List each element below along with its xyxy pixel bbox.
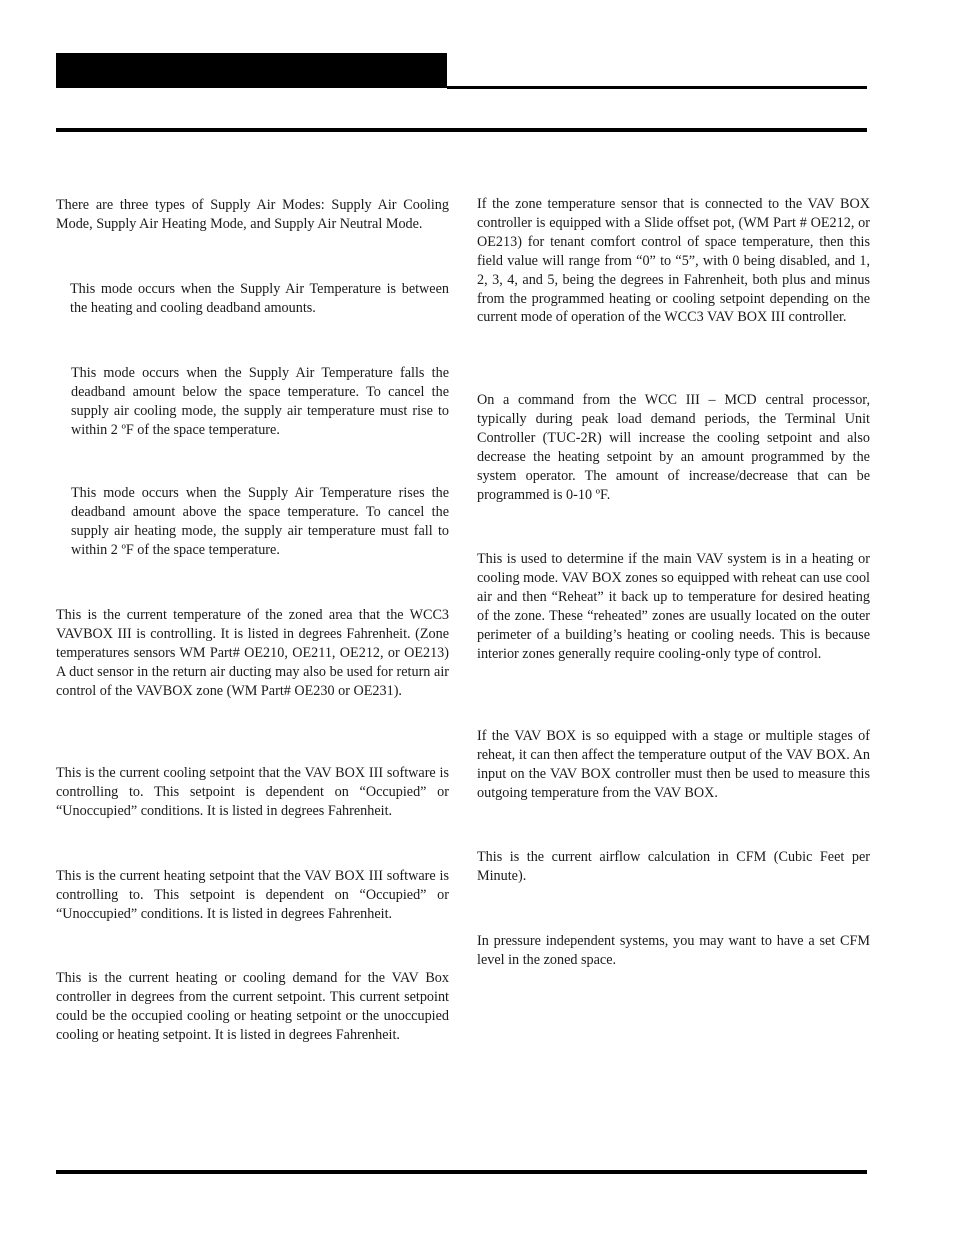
- header-rule: [447, 86, 867, 89]
- footer-rule: [56, 1170, 867, 1174]
- cooling-setpoint-text: This is the current cooling setpoint that the VAV BOX III software is controlling to. This setpoint is dependent on “Occupied” or “Unoccupied” conditions. It is listed in degrees Fahrenheit.: [56, 765, 449, 819]
- top-rule: [56, 128, 867, 132]
- supply-air-heating-mode-text: This mode occurs when the Supply Air Temperature rises the deadband amount above the space temperature. To cancel the supply air heating mode, the supply air temperature must fall to within 2 ºF of the space temperature.: [71, 485, 449, 558]
- slide-offset-text: If the zone temperature sensor that is connected to the VAV BOX controller is equipped with a Slide offset pot, (WM Part # OE212, or OE213) for tenant comfort control of space temperature, then this field value will range from “0” to “5”, with 0 being disabled, and 1, 2, 3, 4, and 5, being the degrees in Fahrenheit, both plus and minus from the programmed heating or cooling setpoint depending on the current mode of operation of the WCC3 VAV BOX III controller.: [477, 196, 870, 326]
- supply-air-cooling-mode-text: This mode occurs when the Supply Air Temperature falls the deadband amount below the space temperature. To cancel the supply air cooling mode, the supply air temperature must rise to within 2 ºF of the space temperature.: [71, 365, 449, 438]
- supply-air-modes-intro: There are three types of Supply Air Modes: Supply Air Cooling Mode, Supply Air Heating Mode, and Supply Air Neutral Mode.: [56, 197, 449, 232]
- airflow-text: This is the current airflow calculation in CFM (Cubic Feet per Minute).: [477, 849, 870, 884]
- heating-setpoint-text: This is the current heating setpoint that the VAV BOX III software is controlling to. This setpoint is dependent on “Occupied” or “Unoccupied” conditions. It is listed in degrees Fahrenheit.: [56, 868, 449, 922]
- system-mode-text: This is used to determine if the main VAV system is in a heating or cooling mode. VAV BOX zones so equipped with reheat can use cool air and then “Reheat” it back up to temperature for desired heating of the zone. These “reheated” zones are usually located on the outer perimeter of a building’s heating or cooling needs. This is because interior zones generally require cooling-only type of control.: [477, 551, 870, 662]
- reheat-text: If the VAV BOX is so equipped with a stage or multiple stages of reheat, it can then affect the temperature output of the VAV BOX. An input on the VAV BOX controller must then be used to measure this outgoing temperature from the VAV BOX.: [477, 728, 870, 801]
- header-bar: [56, 53, 447, 88]
- load-shed-text: On a command from the WCC III – MCD central processor, typically during peak load demand periods, the Terminal Unit Controller (TUC-2R) will increase the cooling setpoint and also decrease the heating setpoint by an amount programmed by the system operator. The amount of increase/decrease that can be programmed is 0-10 ºF.: [477, 392, 870, 503]
- cfm-setpoint-text: In pressure independent systems, you may want to have a set CFM level in the zoned space.: [477, 933, 870, 968]
- space-temperature-text: This is the current temperature of the zoned area that the WCC3 VAVBOX III is controlling. It is listed in degrees Fahrenheit. (Zone temperatures sensors WM Part# OE210, OE211, OE212, or OE213) A duct sensor in the return air ducting may also be used for return air control of the VAVBOX zone (WM Part# OE230 or OE231).: [56, 607, 449, 699]
- demand-text: This is the current heating or cooling demand for the VAV Box controller in degrees from the current setpoint. This current setpoint could be the occupied cooling or heating setpoint or the unoccupied cooling or heating setpoint. It is listed in degrees Fahrenheit.: [56, 970, 449, 1043]
- supply-air-neutral-mode-text: This mode occurs when the Supply Air Temperature is between the heating and cooling deadband amounts.: [70, 281, 449, 316]
